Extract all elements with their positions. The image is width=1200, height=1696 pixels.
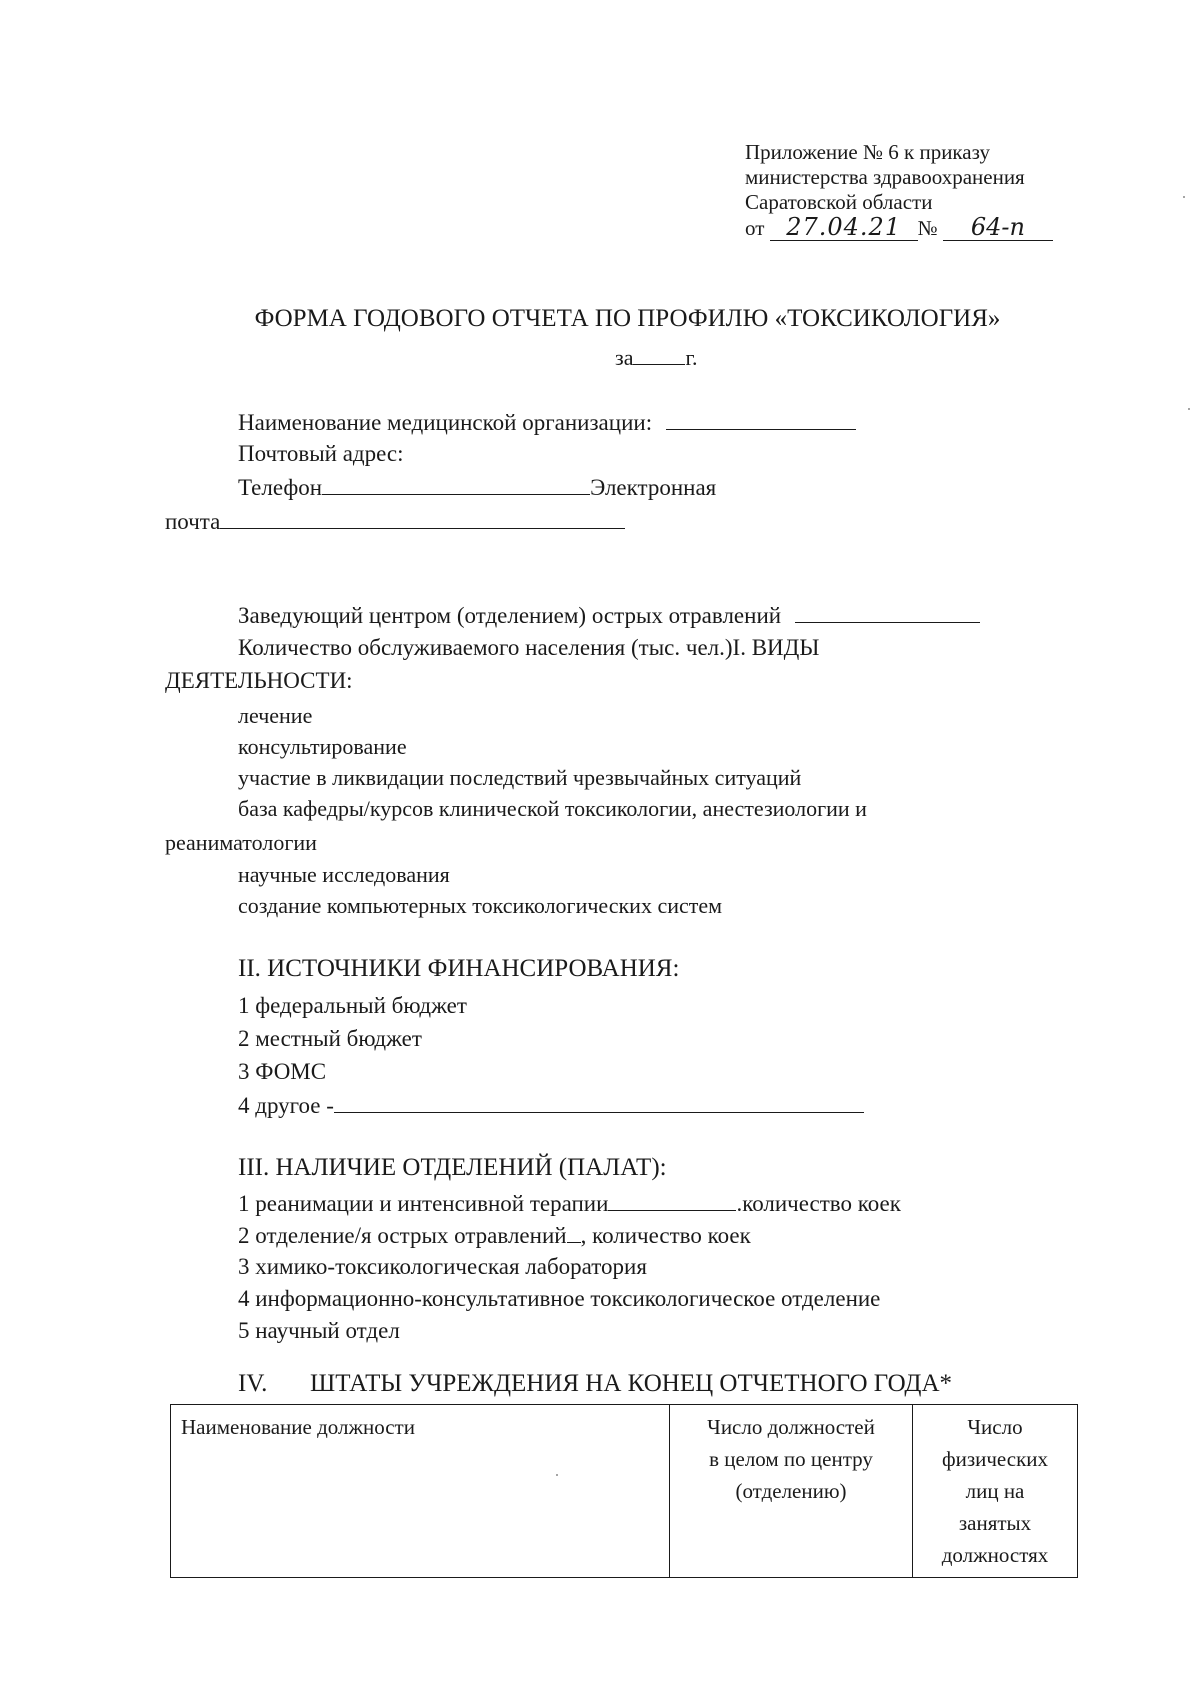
- number-prefix: №: [917, 216, 938, 240]
- page-title: ФОРМА ГОДОВОГО ОТЧЕТА ПО ПРОФИЛЮ «ТОКСИКОЛОГИЯ»: [254, 305, 1001, 332]
- funding-item: 2 местный бюджет: [238, 1026, 422, 1051]
- org-phone-line: [238, 474, 716, 501]
- activity-item: научные исследования: [238, 862, 450, 887]
- funding-item: 3 ФОМС: [238, 1059, 327, 1084]
- funding-other-blank: [334, 1092, 864, 1113]
- org-name-label: Наименование медицинской организации:: [238, 410, 653, 435]
- head-blank: [795, 602, 980, 623]
- col2-line-3: (отделению): [735, 1479, 847, 1503]
- dept-item-2-blank: [567, 1222, 581, 1243]
- col-persons-header: [913, 1405, 1078, 1578]
- org-address-label: Почтовый адрес:: [238, 441, 404, 466]
- dept-item-2-label: 2 отделение/я острых отравлений: [238, 1223, 567, 1248]
- staff-table: [170, 1404, 1078, 1578]
- col3-line-5: должностях: [941, 1543, 1049, 1567]
- org-email-line: [165, 508, 625, 535]
- head-line: [238, 602, 980, 629]
- section-1-title-cont: ДЕЯТЕЛЬНОСТИ:: [165, 668, 353, 693]
- activity-item: база кафедры/курсов клинической токсикологии, анестезиологии и: [238, 796, 867, 821]
- handwritten-date: 27.04.21: [770, 215, 918, 241]
- funding-item-other: [238, 1092, 864, 1119]
- activity-item: консультирование: [238, 734, 407, 759]
- dept-item-2: [238, 1222, 751, 1249]
- funding-other-label: 4 другое -: [238, 1093, 334, 1118]
- dept-item: 3 химико-токсикологическая лаборатория: [238, 1254, 647, 1279]
- activity-item: участие в ликвидации последствий чрезвычайных ситуаций: [238, 765, 802, 790]
- col3-line-3: лиц на: [965, 1479, 1025, 1503]
- handwritten-number: 64-п: [943, 215, 1053, 241]
- dept-item-1-beds: .количество коек: [736, 1191, 901, 1216]
- scan-speck: [1183, 196, 1185, 198]
- population-label: Количество обслуживаемого населения (тыс. чел.)I. ВИДЫ: [238, 635, 820, 660]
- section-4-number: IV.: [238, 1370, 268, 1397]
- year-prefix: за: [615, 345, 634, 370]
- appendix-line-2: министерства здравоохранения: [745, 165, 1025, 189]
- org-name-blank: [666, 409, 856, 430]
- appendix-block: [745, 140, 1053, 241]
- dept-item-1-blank: [608, 1190, 736, 1211]
- col3-line-1: Число: [967, 1415, 1023, 1439]
- table-header-row: [171, 1405, 1078, 1578]
- org-email-label-1: Электронная: [590, 475, 717, 500]
- org-email-label-2: почта: [165, 509, 221, 534]
- col2-line-1: Число должностей: [707, 1415, 875, 1439]
- dept-item-1: [238, 1190, 901, 1217]
- col-position-header: [171, 1405, 670, 1578]
- col-position-label: Наименование должности: [181, 1415, 415, 1439]
- dept-item: 5 научный отдел: [238, 1318, 400, 1343]
- org-phone-blank: [322, 474, 590, 495]
- section-3-title: III. НАЛИЧИЕ ОТДЕЛЕНИЙ (ПАЛАТ):: [238, 1154, 667, 1181]
- org-phone-label: Телефон: [238, 475, 323, 500]
- activity-item-cont: реаниматологии: [165, 830, 317, 855]
- dept-item-1-label: 1 реанимации и интенсивной терапии: [238, 1191, 609, 1216]
- scan-speck: [556, 1474, 558, 1476]
- scan-speck: [1188, 408, 1190, 410]
- section-4-title: ШТАТЫ УЧРЕЖДЕНИЯ НА КОНЕЦ ОТЧЕТНОГО ГОДА*: [310, 1370, 953, 1397]
- appendix-date-line: [745, 215, 1053, 241]
- col3-line-4: занятых: [958, 1511, 1032, 1535]
- appendix-line-1: Приложение № 6 к приказу: [745, 140, 990, 164]
- activity-item: лечение: [238, 703, 313, 728]
- dept-item-2-beds: , количество коек: [580, 1223, 751, 1248]
- col-positions-count-header: [670, 1405, 913, 1578]
- col3-line-2: физических: [941, 1447, 1049, 1471]
- org-email-blank: [220, 508, 625, 529]
- col2-line-2: в целом по центру: [709, 1447, 873, 1471]
- year-blank: [633, 344, 685, 365]
- dept-item: 4 информационно-консультативное токсикологическое отделение: [238, 1286, 881, 1311]
- date-prefix: от: [745, 216, 765, 240]
- org-name-line: [238, 409, 856, 436]
- appendix-line-3: Саратовской области: [745, 190, 933, 214]
- year-suffix: г.: [685, 345, 698, 370]
- head-label: Заведующий центром (отделением) острых отравлений: [238, 603, 782, 628]
- section-2-title: II. ИСТОЧНИКИ ФИНАНСИРОВАНИЯ:: [238, 955, 680, 982]
- activity-item: создание компьютерных токсикологических систем: [238, 893, 723, 918]
- funding-item: 1 федеральный бюджет: [238, 993, 467, 1018]
- year-line: [615, 344, 698, 371]
